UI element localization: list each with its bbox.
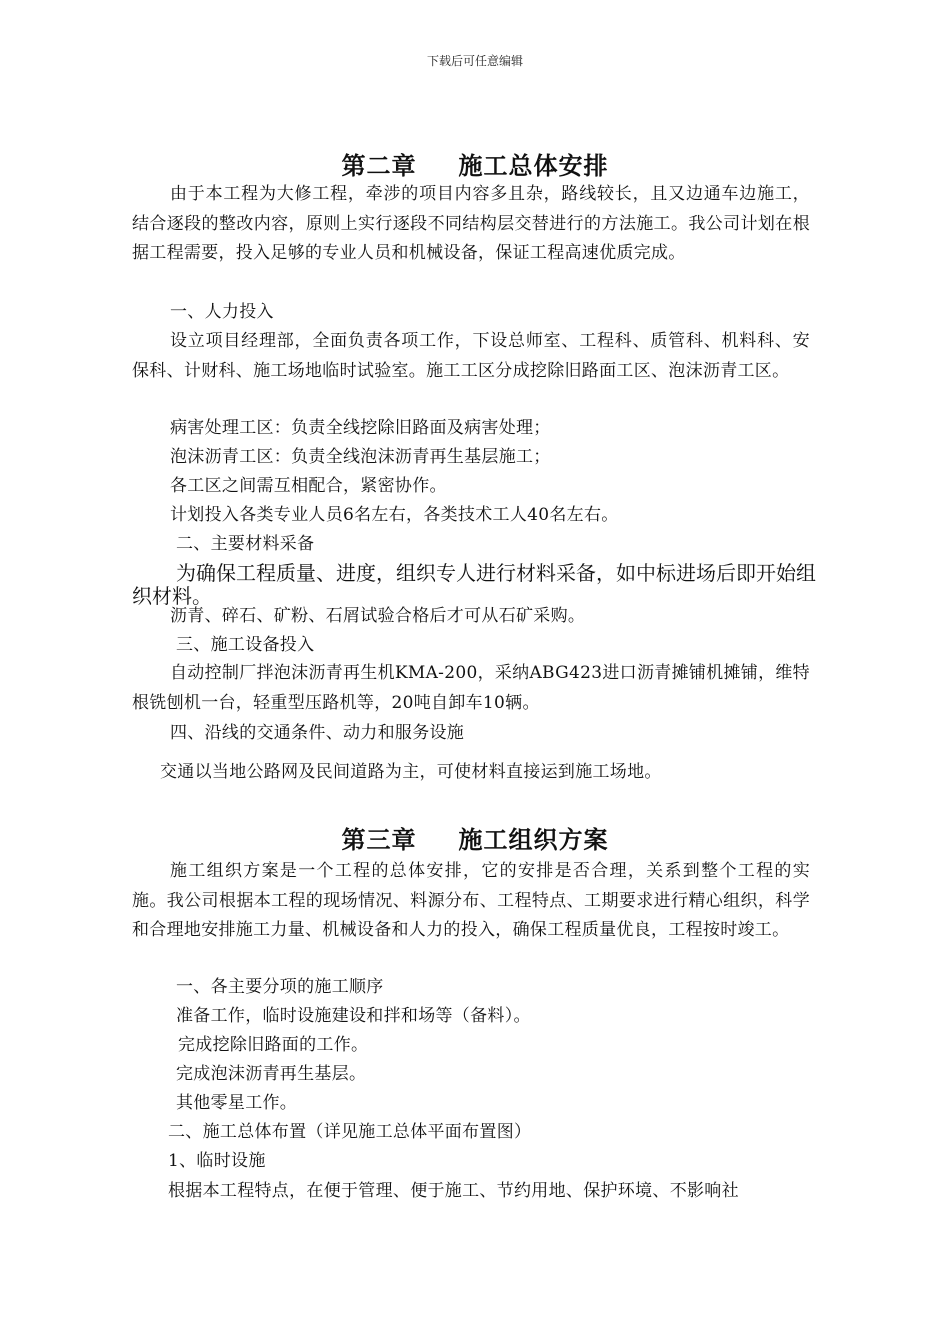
ch3-section1-item3: 完成泡沫沥青再生基层。: [176, 1064, 367, 1084]
ch2-section2-p1: 为确保工程质量、进度，组织专人进行材料采备，如中标进场后即开始组织材料。: [132, 561, 816, 608]
chapter3-title: 施工组织方案: [458, 825, 609, 854]
ch2-section1-p4: 各工区之间需互相配合，紧密协作。: [170, 476, 447, 496]
page-header: 下载后可任意编辑: [426, 54, 523, 68]
chapter3-intro: 施工组织方案是一个工程的总体安排，它的安排是否合理，关系到整个工程的实施。我公司根据本工程的现场情况、料源分布、工程特点、工期要求进行精心组织，科学和合理地安排施工力量、机械设备和人力的投入，确保工程质量优良，工程按时竣工。: [132, 861, 810, 940]
ch2-section4-p1: 交通以当地公路网及民间道路为主，可使材料直接运到施工场地。: [160, 762, 662, 782]
chapter3-number: 第三章: [341, 825, 417, 854]
ch2-section3-p1: 自动控制厂拌泡沫沥青再生机KMA-200，采纳ABG423进口沥青摊铺机摊铺，维特根铣刨机一台，轻重型压路机等，20吨自卸车10辆。: [132, 663, 810, 713]
ch2-section4-title: 四、沿线的交通条件、动力和服务设施: [170, 723, 465, 743]
ch2-section1-title: 一、人力投入: [170, 302, 274, 322]
chapter2-title: 施工总体安排: [458, 151, 609, 180]
ch2-section1-p2: 病害处理工区：负责全线挖除旧路面及病害处理；: [170, 418, 551, 438]
ch3-section1-item1: 准备工作，临时设施建设和拌和场等（备料）。: [176, 1006, 531, 1026]
ch2-section2-p2: 沥青、碎石、矿粉、石屑试验合格后才可从石矿采购。: [170, 606, 586, 626]
ch2-section1-p5: 计划投入各类专业人员6名左右，各类技术工人40名左右。: [170, 505, 619, 525]
ch3-section1-title: 一、各主要分项的施工顺序: [176, 977, 384, 997]
ch2-section2-title: 二、主要材料采备: [176, 534, 315, 554]
ch2-section1-p1: 设立项目经理部，全面负责各项工作，下设总师室、工程科、质管科、机料科、安保科、计财科、施工场地临时试验室。施工工区分成挖除旧路面工区、泡沫沥青工区。: [132, 331, 810, 381]
chapter3-heading: [0, 820, 950, 855]
ch3-section2-subtitle: 1、临时设施: [168, 1151, 266, 1171]
chapter2-intro: 由于本工程为大修工程，牵涉的项目内容多且杂，路线较长，且又边通车边施工，结合逐段的整改内容，原则上实行逐段不同结构层交替进行的方法施工。我公司计划在根据工程需要，投入足够的专业人员和机械设备，保证工程高速优质完成。: [132, 184, 810, 263]
ch3-section1-item2: 完成挖除旧路面的工作。: [178, 1035, 369, 1055]
chapter2-number: 第二章: [341, 151, 417, 180]
ch3-section2-title: 二、施工总体布置（详见施工总体平面布置图）: [168, 1122, 532, 1142]
chapter2-heading: [0, 146, 950, 181]
ch3-section2-p1: 根据本工程特点，在便于管理、便于施工、节约用地、保护环境、不影响社: [168, 1181, 739, 1201]
ch2-section3-title: 三、施工设备投入: [176, 635, 315, 655]
ch2-section1-p3: 泡沫沥青工区：负责全线泡沫沥青再生基层施工；: [170, 447, 551, 467]
ch3-section1-item4: 其他零星工作。: [176, 1093, 298, 1113]
